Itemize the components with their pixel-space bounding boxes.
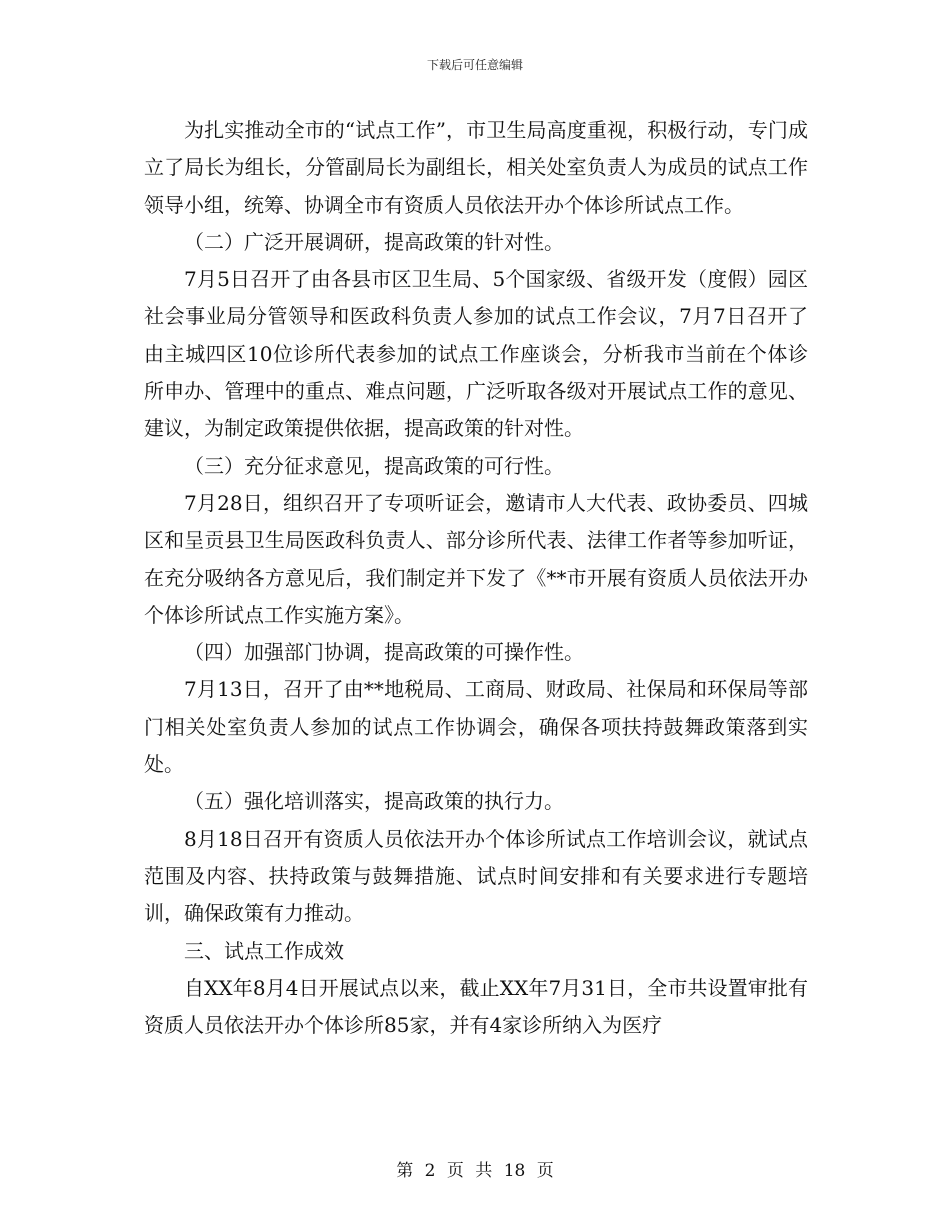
section-heading: （二）广泛开展调研，提高政策的针对性。 [184, 229, 564, 254]
section-heading: 三、试点工作成效 [184, 938, 344, 963]
section-heading: （四）加强部门协调，提高政策的可操作性。 [184, 640, 584, 665]
paragraph: 8月18日召开有资质人员依法开办个体诊所试点工作培训会议，就试点范围及内容、扶持政策与鼓舞措施、试点时间安排和有关要求进行专题培训，确保政策有力推动。 [144, 826, 808, 926]
page-footer: 第 2 页 共 18 页 [396, 1161, 554, 1181]
section-heading: （三）充分征求意见，提高政策的可行性。 [184, 453, 564, 478]
paragraph: 7月28日，组织召开了专项听证会，邀请市人大代表、政协委员、四城区和呈贡县卫生局医政科负责人、部分诊所代表、法律工作者等参加听证，在充分吸纳各方意见后，我们制定并下发了《**市开展有资质人员依法开办个体诊所试点工作实施方案》。 [144, 490, 808, 627]
section-heading: （五）强化培训落实，提高政策的执行力。 [184, 789, 564, 814]
paragraph: 为扎实推动全市的“试点工作”，市卫生局高度重视，积极行动，专门成立了局长为组长，分管副局长为副组长，相关处室负责人为成员的试点工作领导小组，统筹、协调全市有资质人员依法开办个体诊所试点工作。 [144, 118, 808, 217]
page-header: 下载后可任意编辑 [426, 58, 523, 72]
paragraph: 7月13日，召开了由**地税局、工商局、财政局、社保局和环保局等部门相关处室负责人参加的试点工作协调会，确保各项扶持鼓舞政策落到实处。 [144, 677, 808, 777]
paragraph: 7月5日召开了由各县市区卫生局、5个国家级、省级开发（度假）园区社会事业局分管领导和医政科负责人参加的试点工作会议，7月7日召开了由主城四区10位诊所代表参加的试点工作座谈会，分析我市当前在个体诊所申办、管理中的重点、难点问题，广泛听取各级对开展试点工作的意见、建议，为制定政策提供依据，提高政策的针对性。 [144, 267, 808, 441]
document-body [144, 112, 808, 1044]
paragraph: 自XX年8月4日开展试点以来，截止XX年7月31日，全市共设置审批有资质人员依法开办个体诊所85家，并有4家诊所纳入为医疗 [144, 975, 808, 1038]
